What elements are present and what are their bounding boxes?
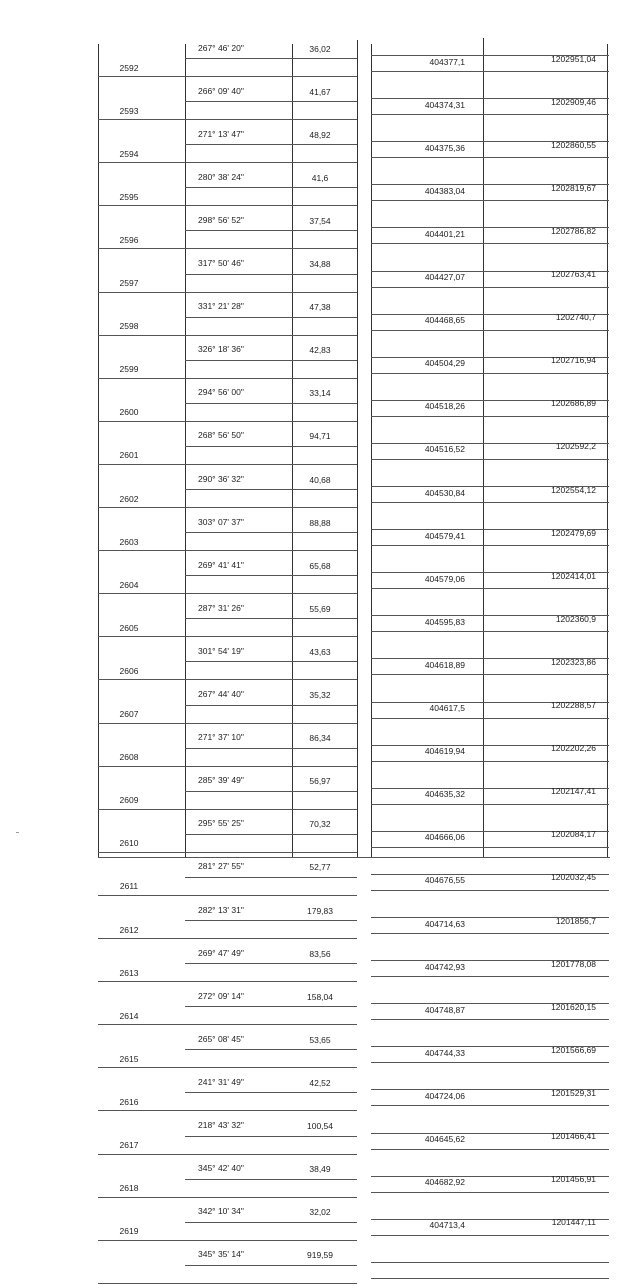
row-rule-right2	[371, 847, 609, 848]
point-number: 2615	[119, 1053, 139, 1064]
row-rule-mid2	[185, 162, 357, 163]
distance: 48,92	[309, 129, 331, 140]
bearing: 298° 56' 52"	[198, 214, 244, 225]
distance: 53,65	[309, 1034, 331, 1045]
point-number: 2618	[119, 1183, 139, 1194]
scan-mark	[16, 832, 19, 833]
row-rule-mid2	[185, 593, 357, 594]
point-number: 2614	[119, 1010, 139, 1021]
row-rule-mid2	[185, 679, 357, 680]
y-coordinate: 1202147,41	[551, 786, 596, 797]
row-rule-mid2	[185, 421, 357, 422]
distance: 56,97	[309, 776, 331, 787]
row-rule-left	[98, 852, 186, 853]
y-coordinate: 1201856,7	[555, 915, 596, 926]
row-rule-right2	[371, 804, 609, 805]
y-coordinate: 1202554,12	[551, 484, 596, 495]
row-rule-mid2	[185, 464, 357, 465]
y-coordinate: 1202860,55	[551, 139, 596, 150]
row-rule-mid2	[185, 378, 357, 379]
distance: 33,14	[309, 388, 331, 399]
row-rule-right2	[371, 761, 609, 762]
row-rule-right2	[371, 502, 609, 503]
x-coordinate: 404742,93	[424, 961, 465, 972]
row-rule-mid	[185, 1265, 357, 1266]
point-number: 2600	[119, 407, 139, 418]
y-coordinate: 1202951,04	[551, 53, 596, 64]
bearing: 269° 41' 41"	[198, 559, 244, 570]
row-rule-left	[98, 1154, 186, 1155]
distance: 40,68	[309, 474, 331, 485]
x-coordinate: 404579,06	[424, 573, 465, 584]
row-rule-mid	[185, 1136, 357, 1137]
point-number: 2603	[119, 536, 139, 547]
x-coordinate: 404724,06	[424, 1090, 465, 1101]
row-rule-right2	[371, 1192, 609, 1193]
point-number: 2596	[119, 234, 139, 245]
distance: 179,83	[307, 905, 333, 916]
row-rule-right2	[371, 157, 609, 158]
row-rule-mid	[185, 274, 357, 275]
row-rule-left	[98, 507, 186, 508]
row-rule-right2	[371, 1019, 609, 1020]
point-number: 2605	[119, 622, 139, 633]
bearing: 268° 56' 50"	[198, 430, 244, 441]
x-coordinate: 404748,87	[424, 1004, 465, 1015]
row-rule-mid2	[185, 1110, 357, 1111]
distance: 94,71	[309, 431, 331, 442]
point-number: 2616	[119, 1096, 139, 1107]
row-rule-right2	[371, 416, 609, 417]
bearing: 285° 39' 49"	[198, 775, 244, 786]
row-rule-mid	[185, 1006, 357, 1007]
row-rule-left	[98, 205, 186, 206]
row-rule-mid	[185, 58, 357, 59]
row-rule-mid2	[185, 76, 357, 77]
row-rule-mid	[185, 187, 357, 188]
row-rule-mid	[185, 705, 357, 706]
row-rule-left	[98, 895, 186, 896]
y-coordinate: 1202686,89	[551, 398, 596, 409]
column-rule	[607, 44, 608, 858]
x-coordinate: 404714,63	[424, 918, 465, 929]
point-number: 2602	[119, 493, 139, 504]
bearing: 317° 50' 46"	[198, 258, 244, 268]
bearing: 271° 37' 10"	[198, 732, 244, 743]
x-coordinate: 404518,26	[424, 401, 465, 412]
row-rule-right2	[371, 330, 609, 331]
x-coordinate: 404635,32	[424, 789, 465, 800]
row-rule-left	[98, 119, 186, 120]
row-rule-right2	[371, 1149, 609, 1150]
row-rule-mid2	[185, 981, 357, 982]
y-coordinate: 1202909,46	[551, 96, 596, 107]
point-number: 2604	[119, 579, 139, 590]
row-rule-left	[98, 593, 186, 594]
bearing: 326° 18' 36"	[198, 344, 244, 355]
distance: 35,32	[309, 690, 331, 700]
column-rule	[292, 44, 293, 858]
distance: 88,88	[309, 517, 331, 528]
y-coordinate: 1202763,41	[551, 269, 596, 279]
row-rule-right2	[371, 588, 609, 589]
y-coordinate: 1202084,17	[551, 829, 596, 840]
x-coordinate: 404676,55	[424, 875, 465, 886]
y-coordinate: 1201778,08	[551, 958, 596, 969]
bearing: 281° 27' 55"	[198, 861, 244, 872]
row-rule-mid	[185, 446, 357, 447]
row-rule-left	[98, 378, 186, 379]
row-rule-right2	[371, 71, 609, 72]
point-number: 2601	[119, 450, 139, 461]
row-rule-mid	[185, 403, 357, 404]
row-rule-mid	[185, 877, 357, 878]
x-coordinate: 404530,84	[424, 487, 465, 498]
point-number: 2609	[119, 795, 139, 806]
row-rule-mid	[185, 661, 357, 662]
point-number: 2599	[119, 364, 139, 375]
row-rule-mid2	[185, 507, 357, 508]
bearing: 345° 42' 40"	[198, 1163, 244, 1174]
row-rule-right2	[371, 114, 609, 115]
row-rule-mid	[185, 575, 357, 576]
y-coordinate: 1202479,69	[551, 527, 596, 538]
row-rule-mid	[185, 963, 357, 964]
row-rule-mid2	[185, 1197, 357, 1198]
point-number: 2593	[119, 105, 139, 116]
row-rule-left	[98, 335, 186, 336]
row-rule-left	[98, 1024, 186, 1025]
row-rule-mid2	[185, 292, 357, 293]
y-coordinate: 1202360,9	[555, 613, 596, 624]
row-rule-left	[98, 76, 186, 77]
bearing: 280° 38' 24"	[198, 171, 244, 182]
bearing: 265° 08' 45"	[198, 1033, 244, 1044]
bearing: 267° 46' 20"	[198, 42, 244, 53]
row-rule-mid	[185, 101, 357, 102]
bearing: 290° 36' 32"	[198, 473, 244, 484]
row-rule-mid	[185, 791, 357, 792]
x-coordinate: 404619,94	[424, 746, 465, 757]
x-coordinate: 404427,07	[424, 272, 465, 282]
row-rule-mid2	[185, 723, 357, 724]
bearing: 287° 31' 26"	[198, 602, 244, 613]
point-number: 2598	[119, 321, 139, 332]
distance: 38,49	[309, 1164, 331, 1175]
point-number: 2617	[119, 1140, 139, 1150]
column-rule	[371, 44, 372, 858]
point-number: 2607	[119, 709, 139, 719]
y-coordinate: 1202288,57	[551, 700, 596, 710]
point-number: 2594	[119, 148, 139, 159]
bearing: 241° 31' 49"	[198, 1076, 244, 1087]
distance: 32,02	[309, 1207, 331, 1218]
distance: 36,02	[309, 43, 331, 54]
row-rule-left	[98, 981, 186, 982]
row-rule-mid	[185, 360, 357, 361]
y-coordinate: 1202202,26	[551, 743, 596, 754]
row-rule-right2	[371, 718, 609, 719]
bearing: 267° 44' 40"	[198, 689, 244, 699]
row-rule-mid2	[185, 895, 357, 896]
row-rule-mid2	[185, 335, 357, 336]
row-rule-mid	[185, 748, 357, 749]
distance: 42,52	[309, 1077, 331, 1088]
row-rule-mid	[185, 317, 357, 318]
row-rule-right	[371, 1262, 609, 1263]
row-rule-mid2	[185, 938, 357, 939]
bearing: 294° 56' 00"	[198, 387, 244, 398]
row-rule-left	[98, 1240, 186, 1241]
row-rule-left	[98, 421, 186, 422]
row-rule-right2	[371, 890, 609, 891]
distance: 41,67	[309, 86, 331, 97]
row-rule-left	[98, 550, 186, 551]
row-rule-mid2	[185, 766, 357, 767]
y-coordinate: 1202592,2	[555, 441, 596, 452]
y-coordinate: 1201529,31	[551, 1087, 596, 1098]
row-rule-right2	[371, 1235, 609, 1236]
table-bottom-rule	[98, 857, 610, 858]
x-coordinate: 404744,33	[424, 1047, 465, 1058]
distance: 41,6	[311, 172, 329, 183]
column-rule	[357, 40, 358, 858]
y-coordinate: 1201566,69	[551, 1044, 596, 1055]
row-rule-mid2	[185, 852, 357, 853]
x-coordinate: 404401,21	[424, 228, 465, 239]
x-coordinate: 404713,4	[429, 1220, 465, 1231]
bearing: 331° 21' 28"	[198, 301, 244, 312]
row-rule-right2	[371, 243, 609, 244]
x-coordinate: 404682,92	[424, 1177, 465, 1188]
x-coordinate: 404618,89	[424, 659, 465, 670]
point-number: 2592	[119, 62, 139, 73]
row-rule-mid	[185, 834, 357, 835]
distance: 34,88	[309, 259, 331, 269]
x-coordinate: 404516,52	[424, 444, 465, 455]
y-coordinate: 1202323,86	[551, 656, 596, 667]
row-rule-right2	[371, 287, 609, 288]
x-coordinate: 404666,06	[424, 832, 465, 843]
x-coordinate: 404645,62	[424, 1134, 465, 1144]
x-coordinate: 404504,29	[424, 358, 465, 369]
row-rule-mid	[185, 144, 357, 145]
bearing: 272° 09' 14"	[198, 990, 244, 1001]
bearing: 271° 13' 47"	[198, 128, 244, 139]
x-coordinate: 404375,36	[424, 142, 465, 153]
distance: 43,63	[309, 646, 331, 657]
distance: 47,38	[309, 302, 331, 313]
distance: 158,04	[307, 991, 333, 1002]
row-rule-left	[98, 766, 186, 767]
y-coordinate: 1201466,41	[551, 1131, 596, 1141]
row-rule-left	[98, 938, 186, 939]
row-rule-right2	[371, 631, 609, 632]
distance: 86,34	[309, 733, 331, 744]
point-number: 2613	[119, 967, 139, 978]
row-rule-left	[98, 1067, 186, 1068]
y-coordinate: 1201620,15	[551, 1001, 596, 1012]
row-rule-left	[98, 248, 186, 249]
y-coordinate: 1202414,01	[551, 570, 596, 581]
row-rule-mid	[185, 489, 357, 490]
row-rule-left	[98, 464, 186, 465]
distance: 83,56	[309, 948, 331, 959]
y-coordinate: 1202032,45	[551, 872, 596, 883]
row-rule-mid	[185, 1179, 357, 1180]
bearing: 303° 07' 37"	[198, 516, 244, 527]
row-rule-mid	[185, 1049, 357, 1050]
row-rule-left	[98, 1110, 186, 1111]
row-rule-mid2	[185, 1240, 357, 1241]
row-rule-mid	[185, 920, 357, 921]
row-rule-right2	[371, 976, 609, 977]
x-coordinate: 404468,65	[424, 315, 465, 326]
column-rule	[483, 38, 484, 858]
row-rule-right2	[371, 674, 609, 675]
bearing: 266° 09' 40"	[198, 85, 244, 96]
row-rule-right2	[371, 1105, 609, 1106]
point-number: 2608	[119, 752, 139, 763]
row-rule-mid	[185, 532, 357, 533]
row-rule-mid	[185, 1222, 357, 1223]
point-number: 2597	[119, 278, 139, 288]
y-coordinate: 1202740,7	[555, 312, 596, 323]
row-rule-left	[98, 809, 186, 810]
row-rule-mid2	[185, 636, 357, 637]
y-coordinate: 1201447,11	[551, 1217, 596, 1228]
row-rule-mid2	[185, 1024, 357, 1025]
point-number: 2611	[119, 881, 139, 892]
distance: 65,68	[309, 560, 331, 571]
x-coordinate: 404383,04	[424, 185, 465, 196]
bearing: 345° 35' 14"	[198, 1249, 244, 1260]
row-rule-mid2	[185, 1154, 357, 1155]
row-rule-left	[98, 636, 186, 637]
row-rule-mid2	[185, 248, 357, 249]
x-coordinate: 404579,41	[424, 530, 465, 541]
y-coordinate: 1202819,67	[551, 182, 596, 193]
point-number: 2606	[119, 665, 139, 676]
distance: 919,59	[307, 1250, 333, 1261]
distance: 42,83	[309, 345, 331, 356]
distance: 100,54	[307, 1121, 333, 1131]
distance: 37,54	[309, 215, 331, 226]
row-rule-mid2	[185, 119, 357, 120]
bearing: 282° 13' 31"	[198, 904, 244, 915]
distance: 55,69	[309, 603, 331, 614]
x-coordinate: 404617,5	[429, 703, 465, 713]
row-rule-right2	[371, 545, 609, 546]
bearing: 295° 55' 25"	[198, 818, 244, 829]
column-rule	[98, 44, 99, 858]
y-coordinate: 1201456,91	[551, 1174, 596, 1185]
row-rule-mid	[185, 618, 357, 619]
x-coordinate: 404377,1	[429, 56, 465, 67]
column-rule	[185, 44, 186, 858]
row-rule-right2	[371, 1062, 609, 1063]
row-rule-mid	[185, 1092, 357, 1093]
distance: 70,32	[309, 819, 331, 830]
row-rule-left	[98, 679, 186, 680]
row-rule-right2	[371, 933, 609, 934]
bearing: 269° 47' 49"	[198, 947, 244, 958]
row-rule-mid2	[185, 550, 357, 551]
bearing: 218° 43' 32"	[198, 1120, 244, 1130]
y-coordinate: 1202716,94	[551, 355, 596, 366]
row-rule-right2	[371, 1278, 609, 1279]
row-rule-left	[98, 1197, 186, 1198]
bearing: 301° 54' 19"	[198, 645, 244, 656]
point-number: 2595	[119, 191, 139, 202]
point-number: 2610	[119, 838, 139, 849]
row-rule-right2	[371, 373, 609, 374]
point-number: 2612	[119, 924, 139, 935]
row-rule-right2	[371, 200, 609, 201]
distance: 52,77	[309, 862, 331, 873]
row-rule-left	[98, 292, 186, 293]
y-coordinate: 1202786,82	[551, 225, 596, 236]
row-rule-mid2	[185, 809, 357, 810]
row-rule-mid	[185, 230, 357, 231]
row-rule-left	[98, 162, 186, 163]
x-coordinate: 404374,31	[424, 99, 465, 110]
bearing: 342° 10' 34"	[198, 1206, 244, 1217]
point-number: 2619	[119, 1226, 139, 1237]
x-coordinate: 404595,83	[424, 616, 465, 627]
row-rule-right2	[371, 459, 609, 460]
row-rule-mid2	[185, 1067, 357, 1068]
row-rule-left	[98, 723, 186, 724]
row-rule-mid2	[185, 205, 357, 206]
